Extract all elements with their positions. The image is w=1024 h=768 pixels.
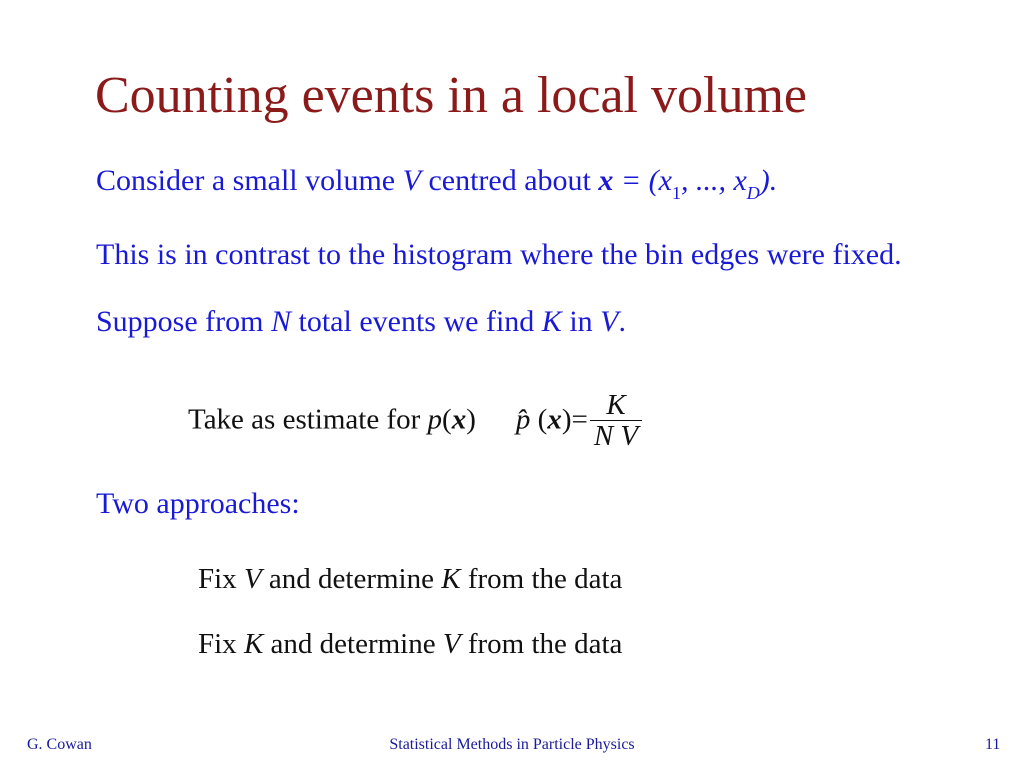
approach-fix-v (198, 565, 622, 594)
consider-var-x-bold: x (598, 164, 614, 197)
consider-text-c: = ( (613, 164, 659, 197)
suppose-text-c: in (561, 305, 601, 338)
suppose-line (96, 307, 626, 337)
contrast-line: This is in contrast to the histogram where the bin edges were fixed. (96, 238, 902, 271)
estimate-text-a: Take as estimate for (188, 403, 428, 436)
suppose-text-a: Suppose from (96, 305, 271, 338)
fix-v-text-a: Fix (198, 563, 244, 595)
estimate-line (188, 390, 642, 453)
fix-v-text-c: from the data (460, 563, 623, 595)
fix-v-text-b: and determine (261, 563, 442, 595)
estimate-lparen: ( (442, 403, 452, 436)
footer-author: G. Cowan (27, 736, 92, 753)
estimate-var-p: p (427, 403, 443, 436)
fix-v-var-k: K (441, 563, 461, 595)
slide-title: Counting events in a local volume (95, 67, 807, 124)
suppose-text-d: . (618, 305, 626, 338)
fix-k-text-a: Fix (198, 628, 244, 660)
suppose-var-v: V (600, 305, 619, 338)
fix-k-text-c: from the data (460, 628, 623, 660)
consider-sub-1: 1 (671, 183, 681, 203)
estimate-fraction (590, 390, 642, 453)
fix-v-var-v: V (243, 563, 262, 595)
consider-var-v: V (402, 164, 421, 197)
consider-text-a: Consider a small volume (96, 164, 403, 197)
fraction-numerator: K (606, 389, 626, 421)
consider-sub-d: D (746, 183, 760, 203)
estimate-var-x: x (451, 403, 467, 436)
consider-var-xd: x (733, 164, 747, 197)
footer-page-number: 11 (985, 736, 1001, 753)
fix-k-var-v: V (442, 628, 461, 660)
consider-text-b: centred about (420, 164, 599, 197)
suppose-var-k: K (541, 305, 562, 338)
suppose-text-b: total events we find (291, 305, 542, 338)
approach-fix-k (198, 630, 622, 659)
consider-var-x1: x (658, 164, 672, 197)
estimate-arg-rparen-equals: )= (561, 403, 588, 436)
consider-line (96, 164, 778, 203)
estimate-phat: p̂ (515, 403, 531, 436)
fix-k-var-k: K (243, 628, 264, 660)
estimate-arg-x: x (547, 403, 562, 436)
consider-text-d: , ..., (680, 164, 734, 197)
consider-text-e: ). (759, 164, 778, 197)
fix-k-text-b: and determine (263, 628, 443, 660)
estimate-arg-lparen: ( (530, 403, 548, 436)
footer-course: Statistical Methods in Particle Physics (389, 736, 635, 753)
fraction-denominator: N V (590, 420, 642, 453)
approaches-heading: Two approaches: (96, 487, 300, 520)
suppose-var-n: N (271, 305, 292, 338)
estimate-rparen: ) (466, 403, 476, 436)
